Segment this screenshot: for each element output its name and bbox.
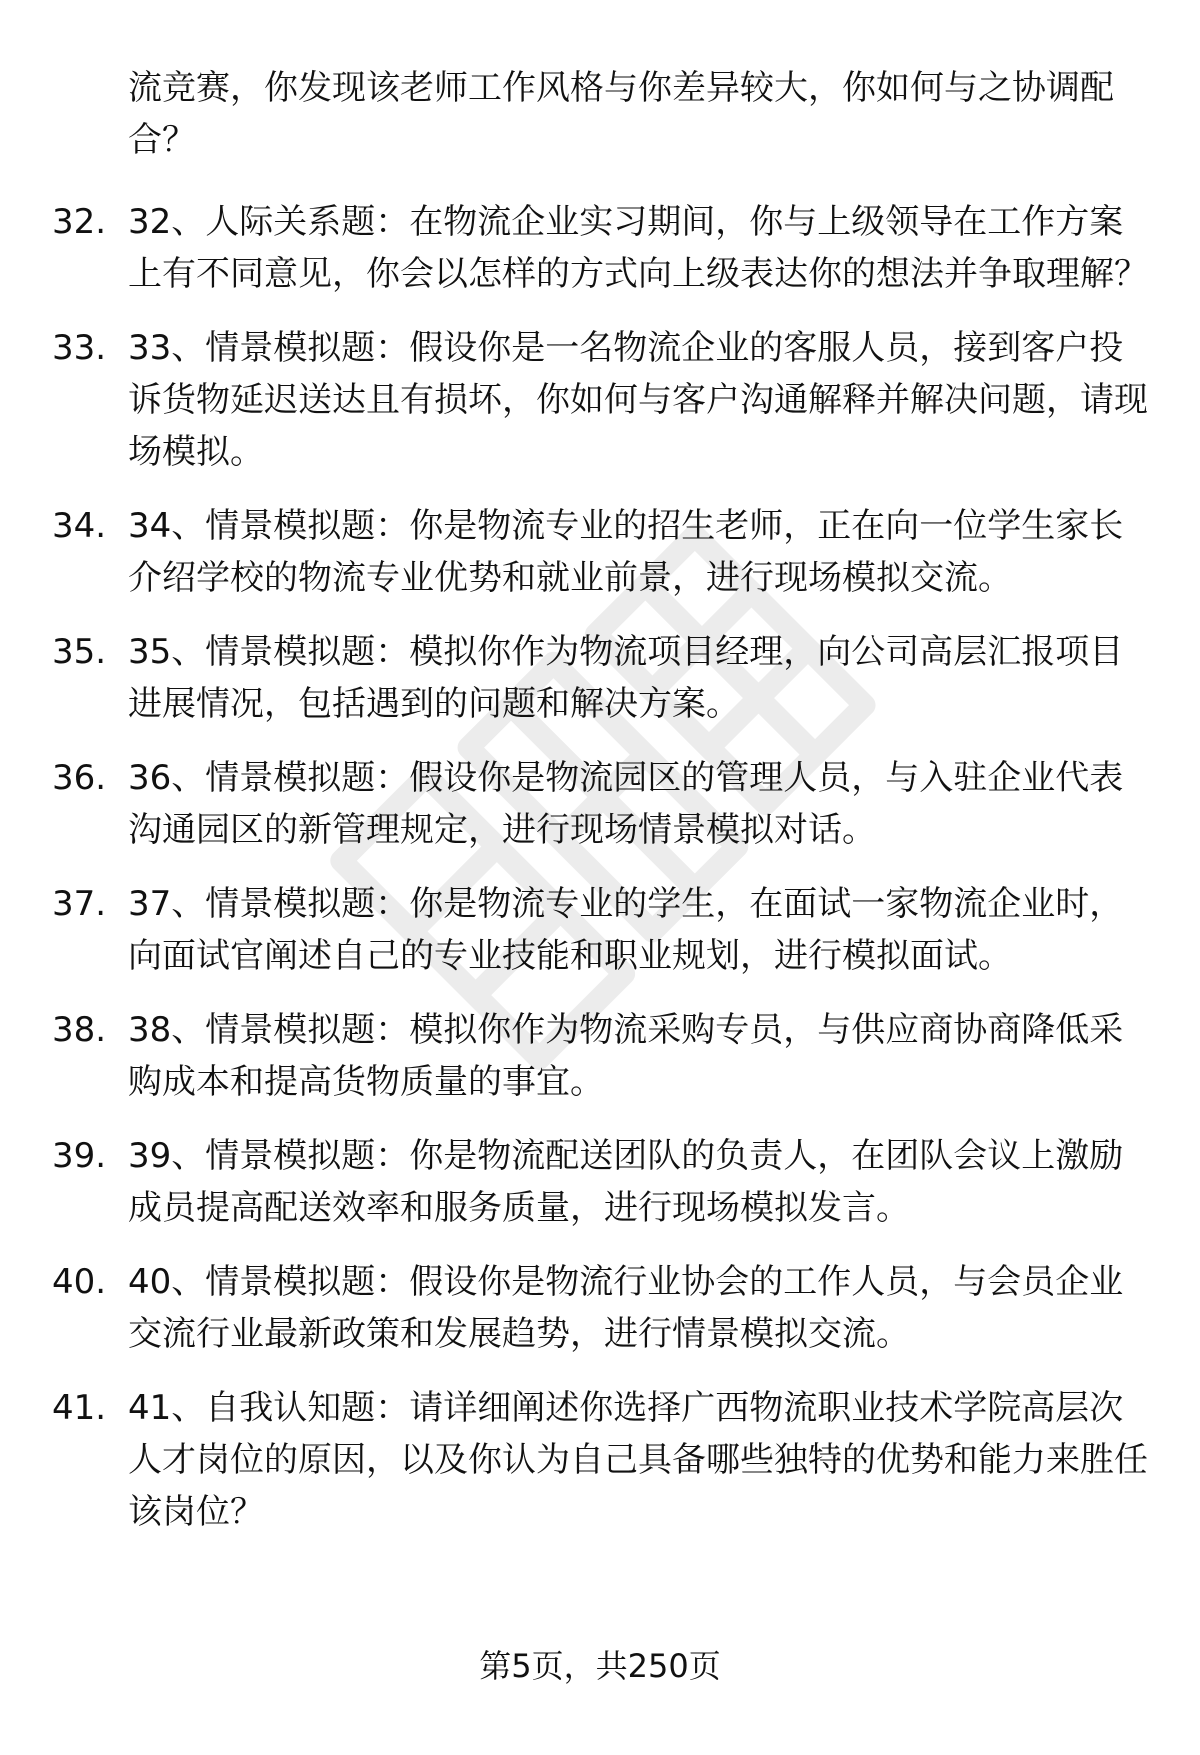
list-item: [0, 500, 1200, 604]
item-number: 36.: [52, 758, 107, 798]
list-item: [0, 626, 1200, 730]
list-item: [0, 1382, 1200, 1538]
item-text: 33、情景模拟题：假设你是一名物流企业的客服人员，接到客户投诉货物延迟送达且有损坏，你如何与客户沟通解释并解决问题，请现场模拟。: [128, 328, 1148, 472]
list-item: [0, 878, 1200, 982]
item-number: 41.: [52, 1388, 107, 1428]
item-text: 38、情景模拟题：模拟你作为物流采购专员，与供应商协商降低采购成本和提高货物质量的事宜。: [128, 1010, 1124, 1102]
page-footer: 第5页，共250页: [479, 1647, 721, 1685]
item-number: 38.: [52, 1010, 107, 1050]
item-number: 32.: [52, 202, 107, 242]
question-list: [0, 62, 1200, 1560]
item-text: 40、情景模拟题：假设你是物流行业协会的工作人员，与会员企业交流行业最新政策和发展趋势，进行情景模拟交流。: [128, 1262, 1124, 1354]
list-item: [0, 1004, 1200, 1108]
item-text: 39、情景模拟题：你是物流配送团队的负责人，在团队会议上激励成员提高配送效率和服务质量，进行现场模拟发言。: [128, 1136, 1124, 1228]
list-item: [0, 1130, 1200, 1234]
item-text: 32、人际关系题：在物流企业实习期间，你与上级领导在工作方案上有不同意见，你会以怎样的方式向上级表达你的想法并争取理解？: [128, 202, 1148, 294]
list-item-continuation: [0, 62, 1200, 166]
list-item: [0, 196, 1200, 300]
item-text: 36、情景模拟题：假设你是物流园区的管理人员，与入驻企业代表沟通园区的新管理规定，进行现场情景模拟对话。: [128, 758, 1124, 850]
item-number: 35.: [52, 632, 107, 672]
list-item: [0, 322, 1200, 478]
item-text: 35、情景模拟题：模拟你作为物流项目经理，向公司高层汇报项目进展情况，包括遇到的问题和解决方案。: [128, 632, 1124, 724]
continuation-text: 流竞赛，你发现该老师工作风格与你差异较大，你如何与之协调配合？: [128, 68, 1114, 160]
item-number: 39.: [52, 1136, 107, 1176]
item-number: 34.: [52, 506, 107, 546]
item-text: 37、情景模拟题：你是物流专业的学生，在面试一家物流企业时，向面试官阐述自己的专业技能和职业规划，进行模拟面试。: [128, 884, 1124, 976]
item-number: 33.: [52, 328, 107, 368]
item-number: 40.: [52, 1262, 107, 1302]
item-text: 34、情景模拟题：你是物流专业的招生老师，正在向一位学生家长介绍学校的物流专业优势和就业前景，进行现场模拟交流。: [128, 506, 1124, 598]
item-text: 41、自我认知题：请详细阐述你选择广西物流职业技术学院高层次人才岗位的原因，以及你认为自己具备哪些独特的优势和能力来胜任该岗位？: [128, 1388, 1148, 1532]
item-number: 37.: [52, 884, 107, 924]
list-item: [0, 1256, 1200, 1360]
list-item: [0, 752, 1200, 856]
